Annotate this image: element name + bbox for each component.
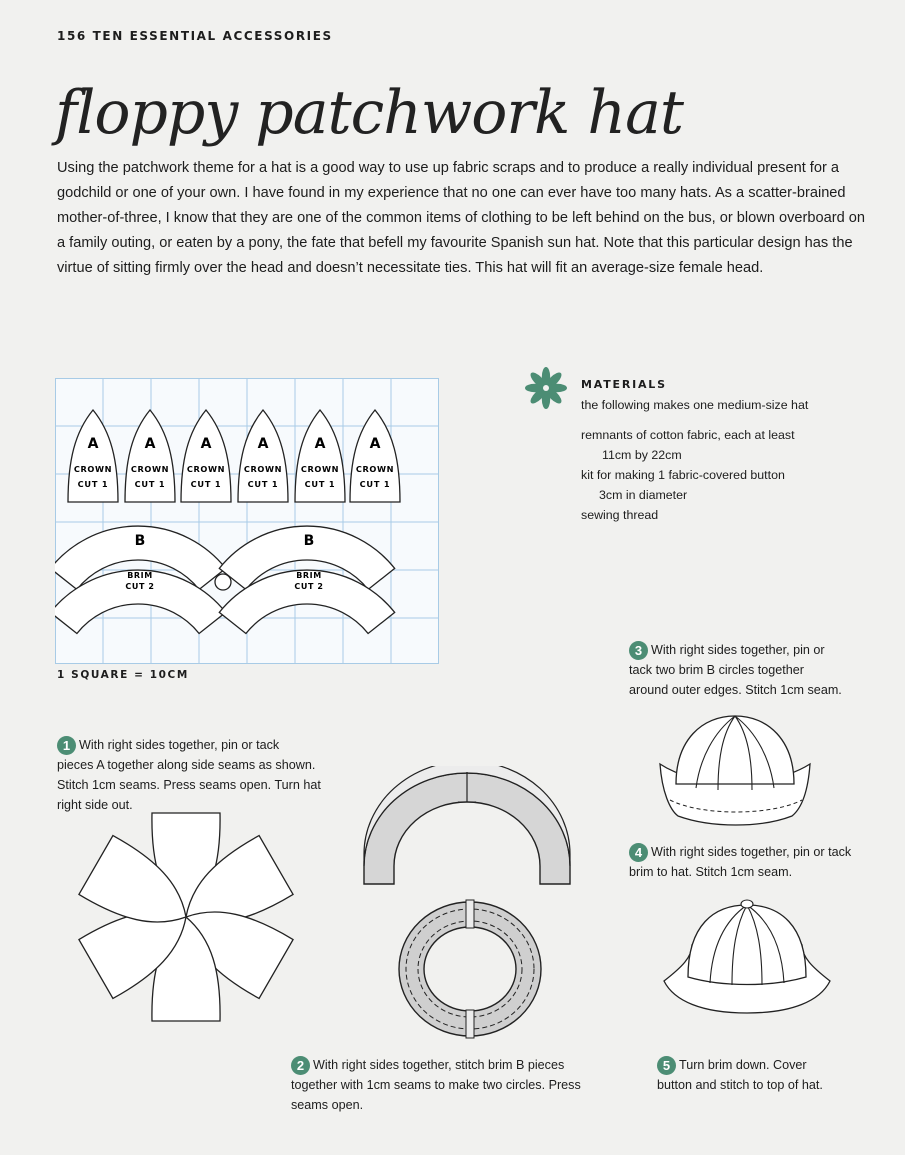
step-text-line: seams open. xyxy=(291,1098,364,1112)
materials-line: kit for making 1 fabric-covered button xyxy=(581,468,785,482)
step-text-line: around outer edges. Stitch 1cm seam. xyxy=(629,683,842,697)
step-3 xyxy=(629,640,889,700)
step-1 xyxy=(57,735,347,815)
crown-piece-name: CROWN xyxy=(300,464,340,474)
crown-piece-name: CROWN xyxy=(186,464,226,474)
step-text-line: Stitch 1cm seams. Press seams open. Turn hat xyxy=(57,778,321,792)
crown-piece-cut: CUT 1 xyxy=(304,479,336,489)
pattern-diagram xyxy=(55,378,440,665)
intro-paragraph: Using the patchwork theme for a hat is a good way to use up fabric scraps and to produce a really individual present for a godchild or one of your own. I have found in my experience that no one can ever have too many hats. As a scatter-brained mother-of-three, I know that they are one of the common items of clothing to be left behind on the bus, or blown overboard on a family outing, or eaten by a pony, the fate that befell my favourite Spanish sun hat. Note that this particular design has the virtue of sitting firmly over the head and doesn’t necessitate ties. This hat will fit an average-size female head. xyxy=(57,160,865,276)
materials-line: 11cm by 22cm xyxy=(602,448,682,462)
step-number-badge: 4 xyxy=(629,843,648,862)
crown-piece-letter: A xyxy=(87,436,99,452)
crown-piece-cut: CUT 1 xyxy=(134,479,166,489)
asterisk-flower-icon xyxy=(525,366,567,410)
step-text-line: button and stitch to top of hat. xyxy=(657,1078,823,1092)
materials-heading: MATERIALS xyxy=(581,378,667,391)
step-text-line: together with 1cm seams to make two circles. Press xyxy=(291,1078,581,1092)
hat-brim-up-illustration xyxy=(656,712,814,832)
brim-piece-name: BRIM xyxy=(296,571,322,580)
step-text-line: With right sides together, pin or xyxy=(651,643,825,657)
step-2 xyxy=(291,1055,621,1115)
crown-piece-name: CROWN xyxy=(73,464,113,474)
crown-piece-letter: A xyxy=(200,436,212,452)
sewn-crown-panels-illustration xyxy=(76,808,296,1026)
step-text-line: brim to hat. Stitch 1cm seam. xyxy=(629,865,793,879)
step-number-badge: 5 xyxy=(657,1056,676,1075)
step-text-line: pieces A together along side seams as shown. xyxy=(57,758,316,772)
materials-line: sewing thread xyxy=(581,508,659,522)
brim-piece-letter: B xyxy=(134,533,146,549)
button-circle xyxy=(215,574,231,590)
step-5 xyxy=(657,1055,887,1095)
crown-piece-name: CROWN xyxy=(355,464,395,474)
brim-arch-illustration xyxy=(354,766,580,892)
page-title: floppy patchwork hat xyxy=(55,78,683,148)
crown-piece-name: CROWN xyxy=(130,464,170,474)
crown-piece-letter: A xyxy=(257,436,269,452)
crown-piece-name: CROWN xyxy=(243,464,283,474)
crown-piece-cut: CUT 1 xyxy=(77,479,109,489)
brim-piece-cut: CUT 2 xyxy=(125,582,155,591)
brim-piece-name: BRIM xyxy=(127,571,153,580)
scale-note: 1 SQUARE = 10CM xyxy=(57,669,189,681)
running-head: 156 TEN ESSENTIAL ACCESSORIES xyxy=(57,29,333,43)
step-text-line: right side out. xyxy=(57,798,133,812)
step-number-badge: 2 xyxy=(291,1056,310,1075)
crown-piece-letter: A xyxy=(144,436,156,452)
step-4 xyxy=(629,842,899,882)
brim-ring-illustration xyxy=(395,898,545,1040)
materials-line: 3cm in diameter xyxy=(599,488,688,502)
brim-piece-cut: CUT 2 xyxy=(294,582,324,591)
step-number-badge: 3 xyxy=(629,641,648,660)
finished-hat-illustration xyxy=(662,895,832,1020)
crown-piece-cut: CUT 1 xyxy=(359,479,391,489)
button-top xyxy=(741,900,753,908)
brim-piece-letter: B xyxy=(303,533,315,549)
materials-line: remnants of cotton fabric, each at least xyxy=(581,428,795,442)
step-text-line: With right sides together, stitch brim B pieces xyxy=(313,1058,565,1072)
step-text-line: With right sides together, pin or tack xyxy=(79,738,280,752)
crown-piece-letter: A xyxy=(369,436,381,452)
crown-piece-cut: CUT 1 xyxy=(190,479,222,489)
step-number-badge: 1 xyxy=(57,736,76,755)
step-text-line: tack two brim B circles together xyxy=(629,663,804,677)
crown-piece-cut: CUT 1 xyxy=(247,479,279,489)
step-text-line: With right sides together, pin or tack xyxy=(651,845,852,859)
crown-piece-letter: A xyxy=(314,436,326,452)
materials-subheading: the following makes one medium-size hat xyxy=(581,398,809,412)
step-text-line: Turn brim down. Cover xyxy=(679,1058,807,1072)
